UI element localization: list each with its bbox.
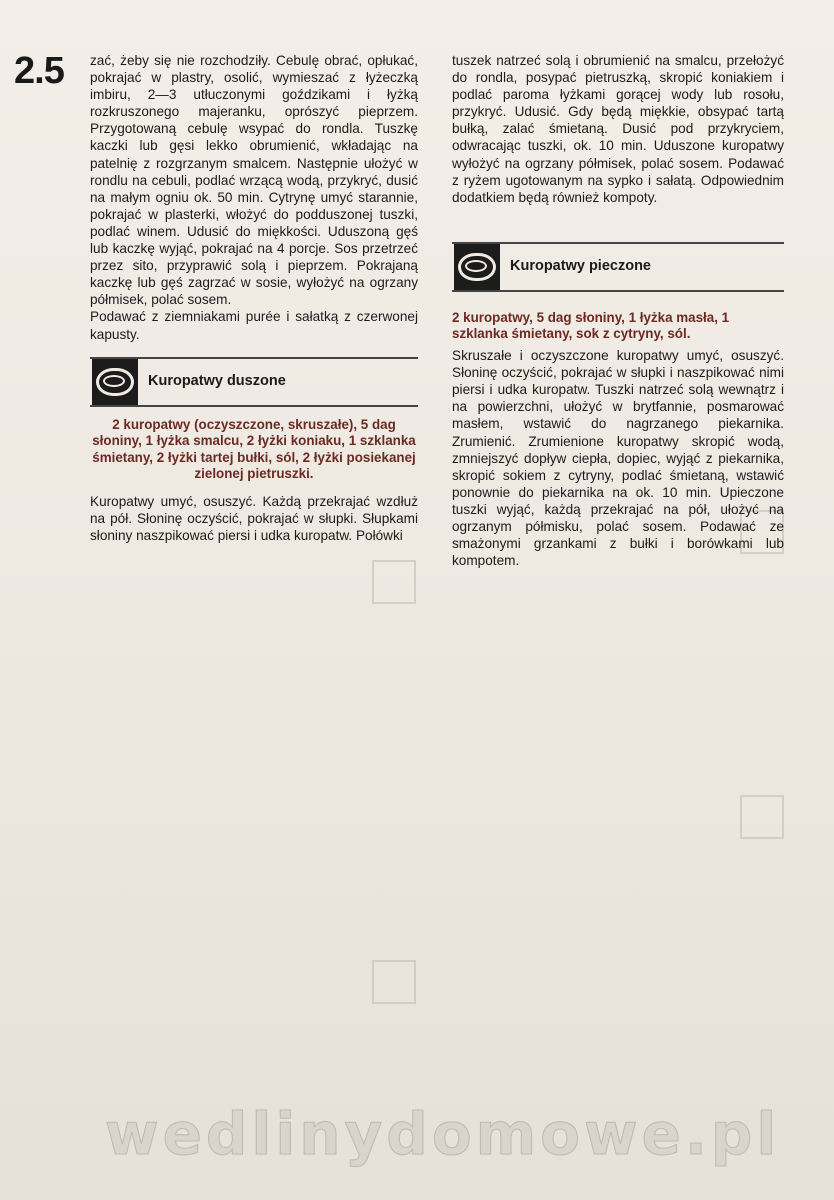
serving-note: Podawać z ziemniakami purée i sałatką z czerwonej kapusty.	[90, 309, 418, 342]
section-number: 2.5	[14, 50, 64, 92]
column-right	[452, 52, 784, 569]
ghost-icon	[372, 960, 416, 1004]
pot-icon	[92, 359, 138, 405]
method-paragraph: Skruszałe i oczyszczone kuropatwy umyć, osuszyć. Słoninę oczyścić, pokrajać w słupki i naszpikować nimi piersi i udka kuropatw. Tuszki natrzeć solą wewnątrz i na powierzchni, ułożyć w brytfannie, posmarować masłem, wstawić do nagrzanego piekarnika. Zrumienić. Zrumienione kuropatwy skropić wodą, zmniejszyć dopływ ciepła, dopiec, wyjąć z piekarnika, skropić sokiem z cytryny, podlać śmietaną, wstawić ponownie do piekarnika na ok. 10 min. Upieczone tuszki wyjąć, każdą przekrajać na pół, ułożyć na ogrzanym półmisku, polać sosem. Podawać ze smażonymi grzankami z bułki i borówkami lub kompotem.	[452, 348, 784, 569]
method-paragraph: Kuropatwy umyć, osuszyć. Każdą przekrajać wzdłuż na pół. Słoninę oczyścić, pokrajać w słupki. Słupkami słoniny naszpikować piersi i udka kuropatw. Połówki	[90, 493, 418, 544]
column-left	[90, 52, 418, 544]
recipe-title: Kuropatwy duszone	[148, 372, 286, 389]
intro-paragraph: zać, żeby się nie rozchodziły. Cebulę obrać, opłukać, pokrajać w plastry, osolić, wymieszać z łyżeczką imbiru, 2—3 utłuczonymi goździkami i łyżką rozkruszonego majeranku, oprószyć pieprzem. Przygotowaną cebulę wsypać do rondla. Tuszkę kaczki lub gęsi lekko obrumienić, wkładając na patelnię z rozgrzanym smalcem. Następnie ułożyć w rondlu na cebuli, podlać wrzącą wodą, przykryć, dusić na małym ogniu ok. 50 min. Cytrynę umyć starannie, pokrajać w plasterki, włożyć do podduszonej tuszki, podlać winem. Udusić do miękkości. Uduszoną gęś lub kaczkę wyjąć, pokrajać na 4 porcje. Sos przetrzeć przez sito, przyprawić solą i pieprzem. Pokrajaną kaczkę lub gęś zagrzać w sosie, wyłożyć na ogrzany półmisek, polać sosem.	[90, 53, 418, 308]
ingredients: 2 kuropatwy, 5 dag słoniny, 1 łyżka masła, 1 szklanka śmietany, sok z cytryny, sól.	[452, 309, 730, 342]
divider	[452, 290, 784, 292]
recipe-heading	[452, 240, 784, 292]
watermark: wedlinydomowe.pl	[105, 1100, 781, 1168]
ghost-icon	[740, 795, 784, 839]
method-continued: tuszek natrzeć solą i obrumienić na smalcu, przełożyć do rondla, posypać pietruszką, skropić koniakiem i podlać paroma łyżkami gorącej wody lub rosołu, przykryć. Udusić. Gdy będą miękkie, obsypać tartą bułką, zalać śmietaną. Dusić pod przykryciem, odwracając tuszki, ok. 10 min. Uduszone kuropatwy wyłożyć na ogrzany półmisek, polać sosem. Podawać z ryżem ugotowanym na sypko i sałatą. Odpowiednim dodatkiem będą również kompoty.	[452, 53, 784, 205]
divider	[452, 242, 784, 244]
divider	[90, 357, 418, 359]
divider	[90, 405, 418, 407]
ingredients: 2 kuropatwy (oczyszczone, skruszałe), 5 dag słoniny, 1 łyżka smalcu, 2 łyżki koniaku, 1 szklanka śmietany, 2 łyżki tartej bułki, sól, 2 łyżki posiekanej zielonej pietruszki.	[92, 416, 416, 482]
pot-icon	[454, 244, 500, 290]
recipe-heading	[90, 355, 418, 407]
ghost-icon	[372, 560, 416, 604]
recipe-title: Kuropatwy pieczone	[510, 257, 651, 274]
